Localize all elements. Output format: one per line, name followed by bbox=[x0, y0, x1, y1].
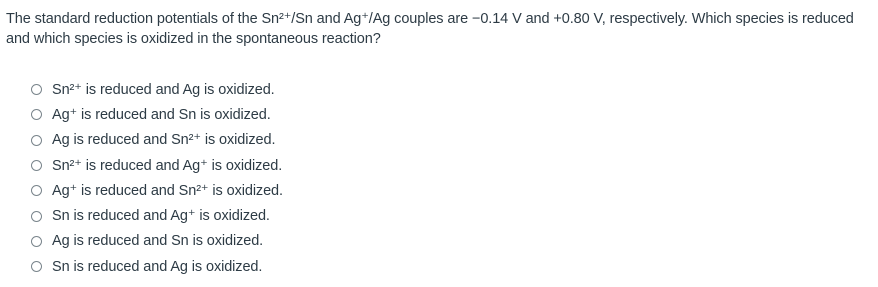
answer-option[interactable] bbox=[31, 178, 283, 203]
radio-button[interactable] bbox=[31, 185, 42, 196]
answer-option[interactable] bbox=[31, 203, 283, 228]
radio-button[interactable] bbox=[31, 109, 42, 120]
radio-button[interactable] bbox=[31, 135, 42, 146]
answer-options bbox=[31, 77, 283, 279]
radio-button[interactable] bbox=[31, 261, 42, 272]
answer-option-label: Ag⁺ is reduced and Sn²⁺ is oxidized. bbox=[52, 182, 283, 199]
answer-option[interactable] bbox=[31, 102, 283, 127]
answer-option-label: Sn²⁺ is reduced and Ag⁺ is oxidized. bbox=[52, 157, 283, 174]
radio-button[interactable] bbox=[31, 84, 42, 95]
answer-option-label: Ag is reduced and Sn is oxidized. bbox=[52, 233, 264, 250]
radio-button[interactable] bbox=[31, 236, 42, 247]
answer-option[interactable] bbox=[31, 77, 283, 102]
answer-option[interactable] bbox=[31, 229, 283, 254]
answer-option-label: Sn is reduced and Ag is oxidized. bbox=[52, 258, 263, 275]
answer-option[interactable] bbox=[31, 254, 283, 279]
answer-option-label: Sn is reduced and Ag⁺ is oxidized. bbox=[52, 208, 270, 225]
answer-option-label: Ag is reduced and Sn²⁺ is oxidized. bbox=[52, 132, 276, 149]
radio-button[interactable] bbox=[31, 160, 42, 171]
answer-option-label: Ag⁺ is reduced and Sn is oxidized. bbox=[52, 106, 271, 123]
answer-option-label: Sn²⁺ is reduced and Ag is oxidized. bbox=[52, 81, 275, 98]
radio-button[interactable] bbox=[31, 211, 42, 222]
question-text: The standard reduction potentials of the Sn²⁺/Sn and Ag⁺/Ag couples are −0.14 V and +0.80 V, respectively. Which species is reduced and which species is oxidized in the spontaneous reaction? bbox=[6, 11, 854, 47]
answer-option[interactable] bbox=[31, 128, 283, 153]
answer-option[interactable] bbox=[31, 153, 283, 178]
